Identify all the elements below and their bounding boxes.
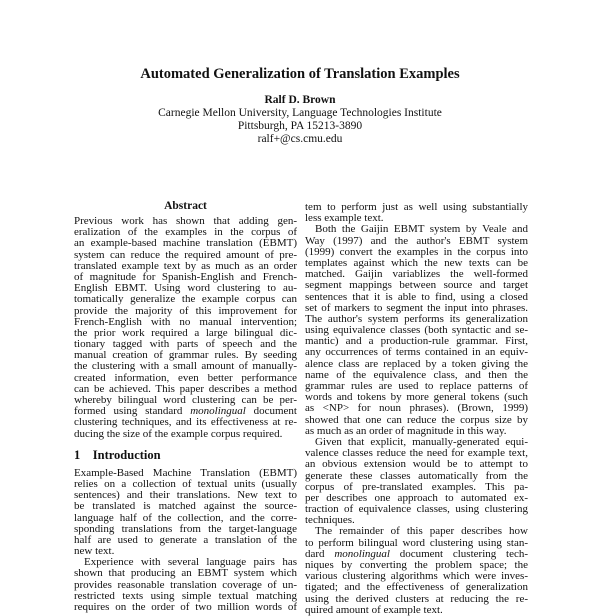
text-line: [74, 373, 297, 384]
text-line: [305, 448, 528, 459]
text-line: [74, 490, 297, 501]
text-line: [305, 236, 528, 247]
text-line: [305, 336, 528, 347]
text-segment: sponding translations from the target-language: [74, 523, 297, 535]
text-segment: document: [245, 406, 297, 418]
text-line: [305, 549, 528, 560]
text-segment: translated example text by as much as an order: [74, 260, 297, 272]
text-segment: dard: [305, 548, 335, 560]
text-segment: templates against which the new texts can be: [305, 257, 528, 269]
text-line: [74, 417, 297, 428]
text-line: [305, 381, 528, 392]
text-segment: using equivalence classes (both syntactic and se-: [305, 325, 528, 337]
text-line: [74, 501, 297, 512]
text-segment: (1999) convert the examples in the corpus into: [305, 246, 528, 258]
right-column: [305, 202, 528, 616]
introduction-body-right: [305, 202, 528, 616]
text-line: [305, 515, 528, 526]
text-segment: tomatically generalize the example corpus can: [74, 294, 297, 306]
text-line: [74, 406, 297, 417]
text-segment: words and tokens by more general tokens (such: [305, 392, 528, 404]
text-segment: showed that one can reduce the corpus size by: [305, 414, 528, 426]
text-segment: The remainder of this paper describes how: [315, 526, 528, 538]
text-segment: generate these classes automatically from the: [305, 470, 528, 482]
text-segment: can be achieved. This paper describes a method: [74, 383, 297, 395]
abstract-body: [74, 216, 297, 440]
text-segment: segment mappings between source and target: [305, 280, 528, 292]
text-segment: to perform bilingual word clustering using stan-: [305, 537, 528, 549]
text-line: [305, 280, 528, 291]
abstract-heading: Abstract: [164, 201, 207, 212]
text-line: [74, 524, 297, 535]
text-line: [305, 538, 528, 549]
text-line: [74, 306, 297, 317]
text-segment: created information, even better performance: [74, 372, 297, 384]
text-line: [74, 261, 297, 272]
text-line: [74, 568, 297, 579]
text-segment: per describes one approach to automated ex-: [305, 492, 528, 504]
text-line: [74, 317, 297, 328]
text-segment: Both the Gaijin EBMT system by Veale and: [315, 224, 528, 236]
introduction-heading: 1 Introduction: [74, 449, 161, 462]
text-line: [74, 216, 297, 227]
author-name: Ralf D. Brown: [264, 94, 336, 106]
text-line: [305, 403, 528, 414]
text-segment: tigated; and the effectiveness of generalization: [305, 582, 528, 594]
text-segment: as much as an order of magnitude in this way.: [305, 425, 507, 437]
text-line: [305, 269, 528, 280]
text-line: [305, 560, 528, 571]
author-block: [0, 94, 600, 146]
text-segment: formed using standard: [74, 406, 191, 418]
text-line: [74, 468, 297, 479]
text-segment: French-English with no manual intervention;: [74, 316, 297, 328]
text-segment: tionary tagged with parts of speech and the: [74, 339, 297, 351]
author-email: ralf+@cs.cmu.edu: [257, 133, 343, 145]
text-line: [74, 591, 297, 602]
author-address: Pittsburgh, PA 15213-3890: [237, 120, 363, 132]
text-segment: mantic) and a production-rule grammar. First,: [305, 336, 528, 348]
text-segment: manual creation of grammar rules. By seeding: [74, 350, 297, 362]
text-line: [305, 526, 528, 537]
text-segment: whereby bilingual word clustering can be per-: [74, 395, 297, 406]
text-segment: corpus of pre-translated examples. This pa-: [305, 481, 528, 493]
text-line: [74, 546, 297, 557]
text-segment: restricted texts using simple textual matching: [74, 590, 297, 602]
text-segment: valence classes reduce the need for example text,: [305, 448, 528, 460]
text-line: [74, 384, 297, 395]
text-line: [305, 314, 528, 325]
text-line: [74, 350, 297, 361]
text-segment: of magnitude for Spanish-English and French-: [74, 271, 297, 283]
text-line: [305, 471, 528, 482]
emphasized-text: monolingual: [190, 406, 246, 418]
text-line: [305, 571, 528, 582]
text-line: [74, 294, 297, 305]
text-line: [305, 459, 528, 470]
paper-title: Automated Generalization of Translation Examples: [140, 66, 460, 82]
text-line: [305, 325, 528, 336]
text-line: [305, 426, 528, 437]
text-segment: alence class are replaced by a token giving the: [305, 358, 528, 370]
text-segment: niques by converting the problem space; the: [305, 560, 528, 571]
text-segment: Way (1997) and the author's EBMT system: [305, 235, 528, 247]
text-segment: various clustering algorithms which were inves-: [305, 571, 528, 583]
text-line: [305, 292, 528, 303]
text-line: [305, 224, 528, 235]
text-line: [305, 370, 528, 381]
text-segment: relies on a collection of textual units (usually: [74, 478, 297, 490]
text-line: [74, 227, 297, 238]
text-segment: using the derived clusters at reducing the re-: [305, 593, 528, 605]
text-segment: Example-Based Machine Translation (EBMT): [74, 467, 297, 479]
text-segment: traction of equivalence classes, using clustering: [305, 504, 528, 516]
text-segment: provides reasonable translation coverage of un-: [74, 579, 297, 591]
text-line: [305, 437, 528, 448]
text-segment: sentences that it is able to find, using a closed: [305, 291, 528, 303]
text-segment: grammar rules are used to replace patterns of: [305, 381, 528, 392]
text-segment: Experience with several language pairs has: [84, 557, 297, 569]
text-segment: tem to perform just as well using substantially: [305, 202, 528, 213]
text-segment: the prior work required a large bilingual dic-: [74, 327, 297, 339]
text-line: [74, 238, 297, 249]
text-line: [74, 339, 297, 350]
text-segment: Previous work has shown that adding gen-: [74, 216, 297, 227]
text-segment: English EBMT. Using word clustering to au-: [74, 283, 297, 295]
text-line: [74, 602, 297, 613]
text-segment: Given that explicit, manually-generated equi-: [315, 436, 528, 448]
text-segment: provide the majority of this improvement for: [74, 305, 297, 317]
introduction-body-left: [74, 468, 297, 613]
emphasized-text: monolingual: [334, 548, 390, 560]
left-column: [74, 201, 297, 613]
text-segment: the clustering with a small amount of manually-: [74, 361, 297, 373]
text-line: [74, 361, 297, 372]
text-segment: name of the equivalence class, and then the: [305, 369, 528, 381]
text-line: [305, 347, 528, 358]
text-line: [305, 213, 528, 224]
text-segment: ducing the size of the example corpus required.: [74, 428, 283, 440]
text-line: [305, 415, 528, 426]
text-line: [74, 272, 297, 283]
text-segment: document clustering tech-: [389, 548, 528, 560]
text-segment: any occurrences of terms contained in an equiv-: [305, 347, 528, 359]
text-line: [74, 429, 297, 440]
text-segment: quired amount of example text.: [305, 604, 443, 616]
text-segment: an obvious extension would be to attempt to: [305, 459, 528, 471]
text-line: [305, 493, 528, 504]
text-segment: The author's system performs its generalization: [305, 313, 528, 325]
text-line: [305, 359, 528, 370]
text-segment: as <NP> for noun phrases). (Brown, 1999): [305, 403, 528, 415]
text-segment: set of markers to segment the input into phrases.: [305, 302, 528, 314]
text-line: [74, 328, 297, 339]
text-segment: sentences) and their translations. New text to: [74, 490, 297, 502]
text-segment: half are used to generate a translation of the: [74, 534, 297, 546]
text-segment: requires on the order of two million words of: [74, 602, 297, 613]
text-line: [305, 582, 528, 593]
text-line: [305, 482, 528, 493]
text-segment: eralization of the examples in the corpus of: [74, 227, 297, 239]
text-segment: shown that producing an EBMT system which: [74, 568, 297, 580]
text-line: [74, 283, 297, 294]
text-segment: new text.: [74, 546, 115, 558]
text-line: [74, 513, 297, 524]
text-line: [74, 250, 297, 261]
text-line: [74, 557, 297, 568]
text-segment: clustering techniques, and its effectiveness at re-: [74, 417, 297, 429]
text-line: [305, 392, 528, 403]
text-line: [74, 479, 297, 490]
author-affiliation: Carnegie Mellon University, Language Technologies Institute: [158, 107, 442, 119]
text-line: [305, 258, 528, 269]
text-segment: less example text.: [305, 213, 384, 225]
text-segment: language half of the collection, and the corre-: [74, 512, 297, 524]
text-line: [305, 303, 528, 314]
text-line: [305, 247, 528, 258]
text-line: [74, 535, 297, 546]
text-line: [305, 594, 528, 605]
text-line: [74, 395, 297, 406]
text-segment: an example-based machine translation (EBMT): [74, 238, 297, 250]
text-segment: be translated is matched against the source-: [74, 501, 297, 513]
text-segment: techniques.: [305, 515, 355, 527]
text-line: [305, 504, 528, 515]
text-segment: matched. Gaijin variablizes the well-formed: [305, 269, 528, 281]
text-line: [305, 202, 528, 213]
text-line: [74, 580, 297, 591]
text-segment: system can reduce the required amount of pre-: [74, 249, 297, 261]
text-line: [305, 605, 528, 616]
